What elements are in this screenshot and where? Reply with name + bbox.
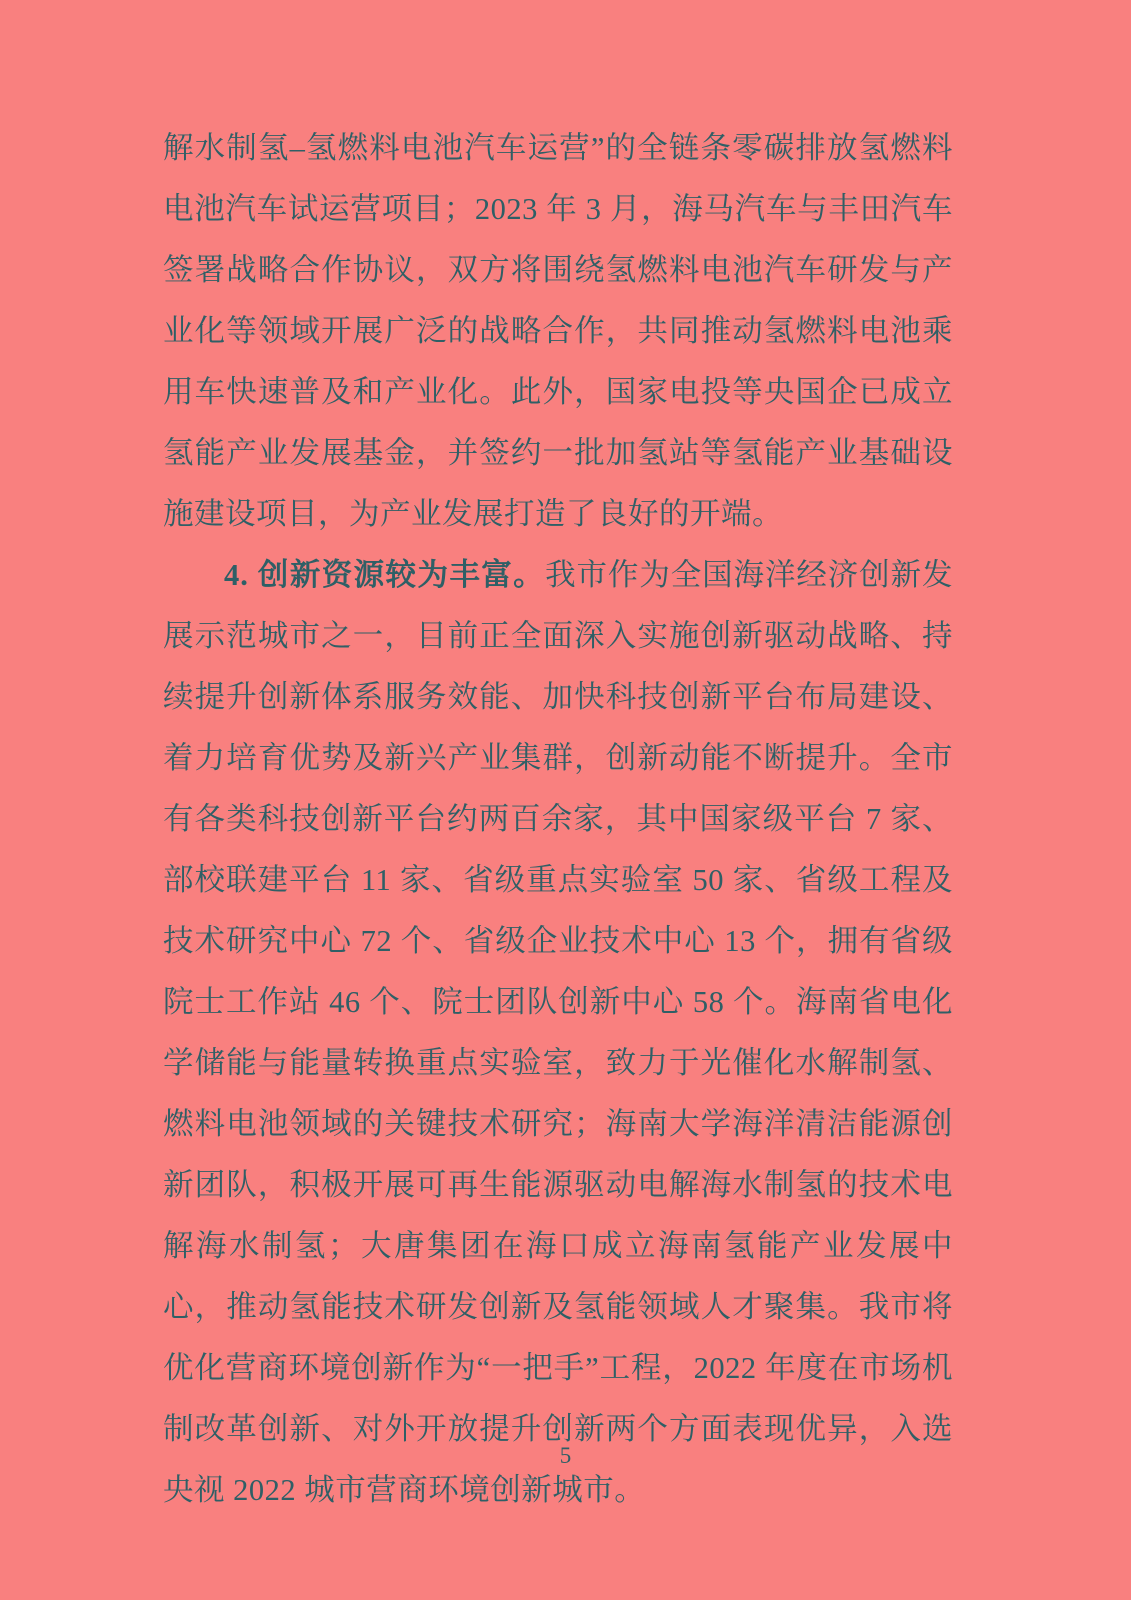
page-content xyxy=(163,118,953,1521)
page-number: 5 xyxy=(559,1443,572,1468)
paragraph-continued: 解水制氢–氢燃料电池汽车运营”的全链条零碳排放氢燃料电池汽车试运营项目；2023 年 3 月，海马汽车与丰田汽车签署战略合作协议，双方将围绕氢燃料电池汽车研发与产业化等领域开展广泛的战略合作，共同推动氢燃料电池乘用车快速普及和产业化。此外，国家电投等央国企已成立氢能产业发展基金，并签约一批加氢站等氢能产业基础设施建设项目，为产业发展打造了良好的开端。 xyxy=(163,131,953,531)
paragraph-item-4 xyxy=(163,545,953,1521)
paragraph-item-4-lead: 4. 创新资源较为丰富。 xyxy=(224,558,546,592)
paragraph-item-4-body: 我市作为全国海洋经济创新发展示范城市之一，目前正全面深入实施创新驱动战略、持续提升创新体系服务效能、加快科技创新平台布局建设、着力培育优势及新兴产业集群，创新动能不断提升。全市有各类科技创新平台约两百余家，其中国家级平台 7 家、部校联建平台 11 家、省级重点实验室 50 家、省级工程及技术研究中心 72 个、省级企业技术中心 13 个，拥有省级院士工作站 46 个、院士团队创新中心 58 个。海南省电化学储能与能量转换重点实验室，致力于光催化水解制氢、燃料电池领域的关键技术研究；海南大学海洋清洁能源创新团队，积极开展可再生能源驱动电解海水制氢的技术电解海水制氢；大唐集团在海口成立海南氢能产业发展中心，推动氢能技术研发创新及氢能领域人才聚集。我市将优化营商环境创新作为“一把手”工程，2022 年度在市场机制改革创新、对外开放提升创新两个方面表现优异，入选央视 2022 城市营商环境创新城市。 xyxy=(163,558,954,1507)
